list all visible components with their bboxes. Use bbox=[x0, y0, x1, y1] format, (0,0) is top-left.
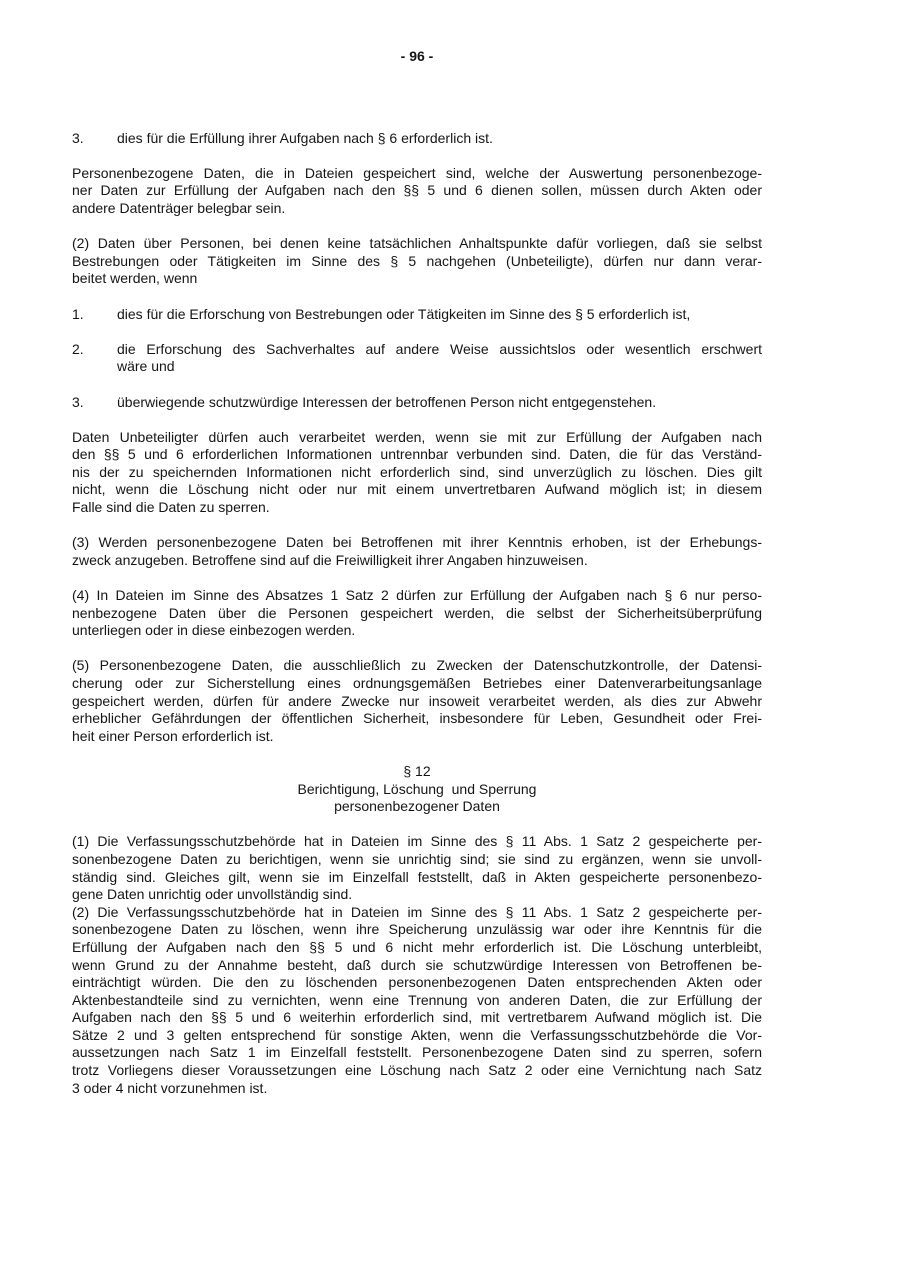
document-body bbox=[72, 130, 762, 1098]
list-item-text bbox=[117, 341, 762, 376]
text-line: zweck anzugeben. Betroffene sind auf die Freiwilligkeit ihrer Angaben hinzuweisen. bbox=[72, 551, 588, 568]
text-line: gene Daten unrichtig oder unvollständig sind. bbox=[72, 886, 353, 903]
text-line: dies für die Erforschung von Bestrebungen oder Tätigkeiten im Sinne des § 5 erforderlich ist, bbox=[117, 305, 691, 322]
list-item-number: 1. bbox=[72, 305, 84, 322]
text-line: (5) Personenbezogene Daten, die ausschließlich zu Zwecken der Datenschutzkontrolle, der Datensi- bbox=[72, 657, 762, 674]
paragraph bbox=[72, 904, 762, 1098]
list-item-number: 3. bbox=[72, 129, 84, 146]
text-line: Sätze 2 und 3 gelten entsprechend für sonstige Akten, wenn die Verfassungsschutzbehörde die Vor- bbox=[72, 1026, 762, 1043]
paragraph bbox=[72, 587, 762, 640]
text-line: nenbezogene Daten über die Personen gespeichert werden, die selbst der Sicherheitsüberprüfung bbox=[72, 604, 762, 621]
list-item bbox=[72, 306, 762, 324]
text-line: gespeichert werden, dürfen für andere Zwecke nur insoweit verarbeitet werden, als dies zur Abwehr bbox=[72, 692, 762, 709]
text-line: nis der zu speichernden Informationen nicht erforderlich sind, sind unverzüglich zu löschen. Dies gilt bbox=[72, 463, 762, 480]
text-line: trotz Vorliegens dieser Voraussetzungen eine Löschung nach Satz 2 oder eine Vernichtung nach Satz bbox=[72, 1062, 762, 1079]
text-line: Personenbezogene Daten, die in Dateien gespeichert sind, welche der Auswertung personenbezoge- bbox=[72, 164, 762, 181]
text-line: ständig sind. Gleiches gilt, wenn sie im Einzelfall feststellt, daß in Akten gespeicherte personenbezo- bbox=[72, 868, 762, 885]
text-line: den §§ 5 und 6 erforderlichen Informationen untrennbar verbunden sind. Daten, die für das Verständ- bbox=[72, 446, 762, 463]
text-line: aussetzungen nach Satz 1 im Einzelfall feststellt. Personenbezogene Daten sind zu sperren, sofern bbox=[72, 1044, 762, 1061]
text-line: beitet werden, wenn bbox=[72, 270, 198, 287]
text-line: unterliegen oder in diese einbezogen werden. bbox=[72, 622, 356, 639]
text-line: überwiegende schutzwürdige Interessen der betroffenen Person nicht entgegenstehen. bbox=[117, 393, 657, 410]
text-line: nicht, wenn die Löschung nicht oder nur mit einem unvertretbaren Aufwand möglich ist; in diesem bbox=[72, 481, 762, 498]
text-line: einträchtigt würden. Die den zu löschenden personenbezogenen Daten entsprechenden Akten oder bbox=[72, 974, 762, 991]
text-line: erheblicher Gefährdungen der öffentlichen Sicherheit, insbesondere für Leben, Gesundheit oder Frei- bbox=[72, 710, 762, 727]
paragraph bbox=[72, 833, 762, 903]
paragraph bbox=[72, 534, 762, 569]
text-line: dies für die Erfüllung ihrer Aufgaben nach § 6 erforderlich ist. bbox=[117, 129, 493, 146]
list-item-text bbox=[117, 394, 762, 412]
text-line: (2) Die Verfassungsschutzbehörde hat in Dateien im Sinne des § 11 Abs. 1 Satz 2 gespeicherte per- bbox=[72, 903, 762, 920]
list-item bbox=[72, 394, 762, 412]
text-line: sonenbezogene Daten zu berichtigen, wenn sie unrichtig sind; sie sind zu ergänzen, wenn sie unvoll- bbox=[72, 850, 762, 867]
list-item-number: 3. bbox=[72, 393, 84, 410]
text-line: heit einer Person erforderlich ist. bbox=[72, 727, 274, 744]
text-line: sonenbezogene Daten zu löschen, wenn ihre Speicherung unzulässig war oder ihre Kenntnis für die bbox=[72, 921, 762, 938]
text-line: cherung oder zur Sicherstellung eines ordnungsgemäßen Betriebes einer Datenverarbeitungsanlage bbox=[72, 675, 762, 691]
text-line: personenbezogener Daten bbox=[334, 798, 500, 815]
list-item bbox=[72, 130, 762, 148]
text-line: Daten Unbeteiligter dürfen auch verarbeitet werden, wenn sie mit zur Erfüllung der Aufgaben nach bbox=[72, 428, 762, 445]
page-number: - 96 - bbox=[400, 48, 434, 64]
text-line: wenn Grund zu der Annahme besteht, daß durch sie schutzwürdige Interessen von Betroffenen be- bbox=[72, 956, 762, 973]
list-item-number: 2. bbox=[72, 340, 84, 357]
text-line: (1) Die Verfassungsschutzbehörde hat in Dateien im Sinne des § 11 Abs. 1 Satz 2 gespeicherte per- bbox=[72, 833, 762, 850]
text-line: (4) In Dateien im Sinne des Absatzes 1 Satz 2 dürfen zur Erfüllung der Aufgaben nach § 6 nur perso- bbox=[72, 587, 762, 604]
text-line: Aktenbestandteile sind zu vernichten, wenn eine Trennung von anderen Daten, die zur Erfüllung der bbox=[72, 991, 762, 1008]
paragraph bbox=[72, 429, 762, 517]
text-line: 3 oder 4 nicht vorzunehmen ist. bbox=[72, 1079, 268, 1096]
paragraph bbox=[72, 235, 762, 288]
paragraph bbox=[72, 165, 762, 218]
section-heading bbox=[72, 763, 762, 816]
text-line: ner Daten zur Erfüllung der Aufgaben nach den §§ 5 und 6 dienen sollen, müssen durch Akten oder bbox=[72, 182, 762, 199]
text-line: die Erforschung des Sachverhaltes auf andere Weise aussichtslos oder wesentlich erschwert bbox=[117, 340, 762, 357]
text-line: andere Datenträger belegbar sein. bbox=[72, 199, 286, 216]
list-item-text bbox=[117, 130, 762, 148]
list-item-text bbox=[117, 306, 762, 324]
paragraph bbox=[72, 657, 762, 745]
list-item bbox=[72, 341, 762, 376]
text-line: wäre und bbox=[117, 358, 175, 375]
text-line: (3) Werden personenbezogene Daten bei Betroffenen mit ihrer Kenntnis erhoben, ist der Erhebungs- bbox=[72, 534, 762, 551]
text-line: Falle sind die Daten zu sperren. bbox=[72, 499, 270, 516]
text-line: Bestrebungen oder Tätigkeiten im Sinne des § 5 nachgehen (Unbeteiligte), dürfen nur dann verar- bbox=[72, 252, 762, 269]
text-line: Aufgaben nach den §§ 5 und 6 weiterhin erforderlich sind, mit vertretbarem Aufwand möglich ist. Die bbox=[72, 1009, 762, 1026]
text-line: Erfüllung der Aufgaben nach den §§ 5 und 6 nicht mehr erforderlich ist. Die Löschung unterbleibt, bbox=[72, 938, 762, 955]
text-line: (2) Daten über Personen, bei denen keine tatsächlichen Anhaltspunkte dafür vorliegen, daß sie selbst bbox=[72, 235, 762, 252]
text-line: Berichtigung, Löschung und Sperrung bbox=[297, 780, 537, 797]
text-line: § 12 bbox=[403, 762, 431, 779]
